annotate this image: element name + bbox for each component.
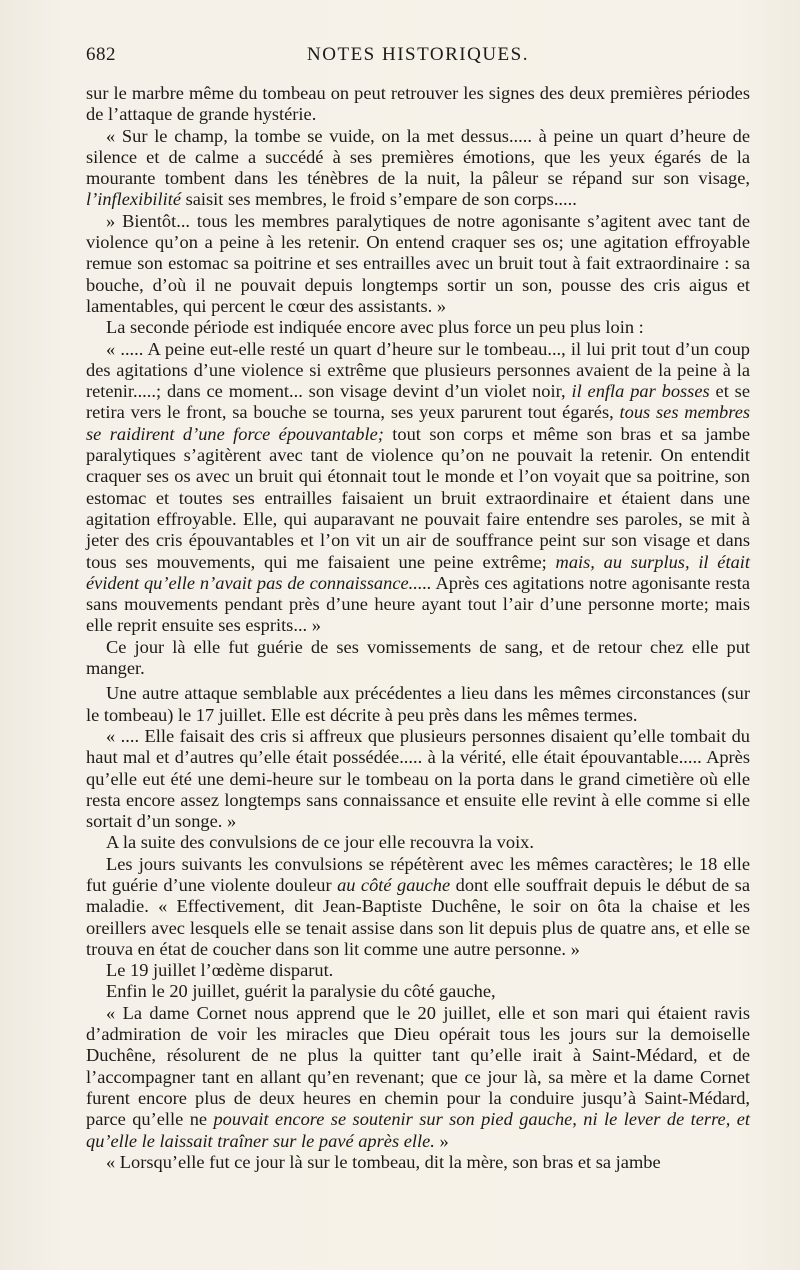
paragraph-another-attack: Une autre attaque semblable aux précédentes a lieu dans les mêmes circonstances (sur le tombeau) le 17 juillet. Elle est décrite à peu près dans les mêmes termes. [86,683,750,725]
italic-emphasis: pouvait encore se soutenir sur son pied gauche, ni le lever de terre, et qu’elle le laissait traîner sur le pavé après elle. [86,1109,750,1151]
paragraph-quote-agitation: » Bientôt... tous les membres paralytiques de notre agonisante s’agitent avec tant de violence qu’on a peine à les retenir. On entend craquer ses os; une agitation effroyable remue son estomac sa poitrine et ses entrailles avec un bruit tout à fait extraordinaire : sa bouche, d’où il ne pouvait depuis longtemps sortir un son, pousse des cris aigus et lamentables, qui percent le cœur des assistants. » [86,210,750,316]
running-title: NOTES HISTORIQUES. [307,44,529,65]
paragraph-quote-cornet: « La dame Cornet nous apprend que le 20 juillet, elle et son mari qui étaient ravis d’admiration de voir les miracles que Dieu opérait tous les jours sur la demoiselle Duchêne, résolurent de ne plus la quitter tant qu’elle irait à Saint-Médard, et de l’accompagner tant en allant qu’en revenant; que ce jour là, sa mère et la dame Cornet furent encore plus de deux heures en chemin pour la conduire jusqu’à Saint-Médard, parce qu’elle ne pouvait encore se soutenir sur son pied gauche, ni le lever de terre, et qu’elle le laissait traîner sur le pavé après elle. » [86,1002,750,1151]
paragraph-voice-recovered: A la suite des convulsions de ce jour elle recouvra la voix. [106,832,534,853]
paragraph-quote-cries: « .... Elle faisait des cris si affreux que plusieurs personnes disaient qu’elle tombait du haut mal et d’autres qu’elle était possédée..... à la vérité, elle était épouvantable..... Après qu’elle eut été une demi-heure sur le tombeau on la porta dans le grand cimetière où elle resta encore assez longtemps sans connaissance et ensuite elle revint à elle comme si elle sortait d’un songe. » [86,725,750,832]
paragraph-paralysis-healed: Enfin le 20 juillet, guérit la paralysie du côté gauche, [106,981,496,1002]
page-number: 682 [86,44,116,65]
paragraph-quote-tomb: « Sur le champ, la tombe se vuide, on la met dessus..... à peine un quart d’heure de silence et de calme a succédé à ses premières émotions, que les yeux égarés de la mourante tombent dans les ténèbres de la nuit, la pâleur se répand sur son visage, l’inflexibilité saisit ses membres, le froid s’empare de son corps..... [86,125,750,210]
italic-emphasis: mais, au surplus, il était évident qu’elle n’avait pas de connaissance..... [86,551,750,593]
italic-emphasis: tous ses membres se raidirent d’une force épouvantable; [86,402,751,444]
paragraph-healed-vomiting: Ce jour là elle fut guérie de ses vomissements de sang, et de retour chez elle put manger. [86,636,750,679]
italic-emphasis: il enfla par bosses [571,381,710,402]
paragraph-oedema: Le 19 juillet l’œdème disparut. [106,960,334,981]
paragraph-quote-quarter-hour: « ..... A peine eut-elle resté un quart d’heure sur le tombeau..., il lui prit tout d’un coup des agitations d’une violence si extrême que plusieurs personnes avaient de la peine à la retenir.....; dans ce moment... son visage devint d’un violet noir, il enfla par bosses et se retira vers le front, sa bouche se tourna, ses yeux parurent tout égarés, tous ses membres se raidirent d’une force épouvantable; tout son corps et même son bras et sa jambe paralytiques s’agitèrent avec tant de violence qu’on ne pouvait la retenir. On entendit craquer ses os avec un bruit qui étonnait tout le monde et l’on voyait que sa poitrine, son estomac et toutes ses entrailles faisaient un bruit extraordinaire et étaient dans une agitation effroyable. Elle, qui auparavant ne pouvait faire entendre ses paroles, se mit à jeter des cris épouvantables et l’on vit un air de souffrance peint sur son visage et dans tous ses mouvements, qui me faisaient une peine extrême; mais, au surplus, il était évident qu’elle n’avait pas de connaissance..... Après ces agitations notre agonisante resta sans mouvements pendant près d’une heure ayant tout l’air d’une personne morte; mais elle reprit ensuite ses esprits... » [86,338,751,636]
italic-emphasis: au côté gauche [337,874,451,895]
body-text [86,83,750,1173]
paragraph-continuation: sur le marbre même du tombeau on peut retrouver les signes des deux premières périodes de l’attaque de grande hystérie. [86,83,750,125]
italic-emphasis: l’inflexibilité [86,189,181,210]
paragraph-second-period: La seconde période est indiquée encore avec plus force un peu plus loin : [106,317,644,338]
page-header [86,44,750,74]
paragraph-quote-mother: « Lorsqu’elle fut ce jour là sur le tombeau, dit la mère, son bras et sa jambe [106,1151,661,1172]
paragraph-following-days: Les jours suivants les convulsions se répétèrent avec les mêmes caractères; le 18 elle fut guérie d’une violente douleur au côté gauche dont elle souffrait depuis le début de sa maladie. « Effectivement, dit Jean-Baptiste Duchêne, le soir on ôta la chaise et les oreillers avec lesquels elle se tenait assise dans son lit depuis plus de quatre ans, et elle se trouva en état de coucher dans son lit comme une autre personne. » [86,853,750,959]
